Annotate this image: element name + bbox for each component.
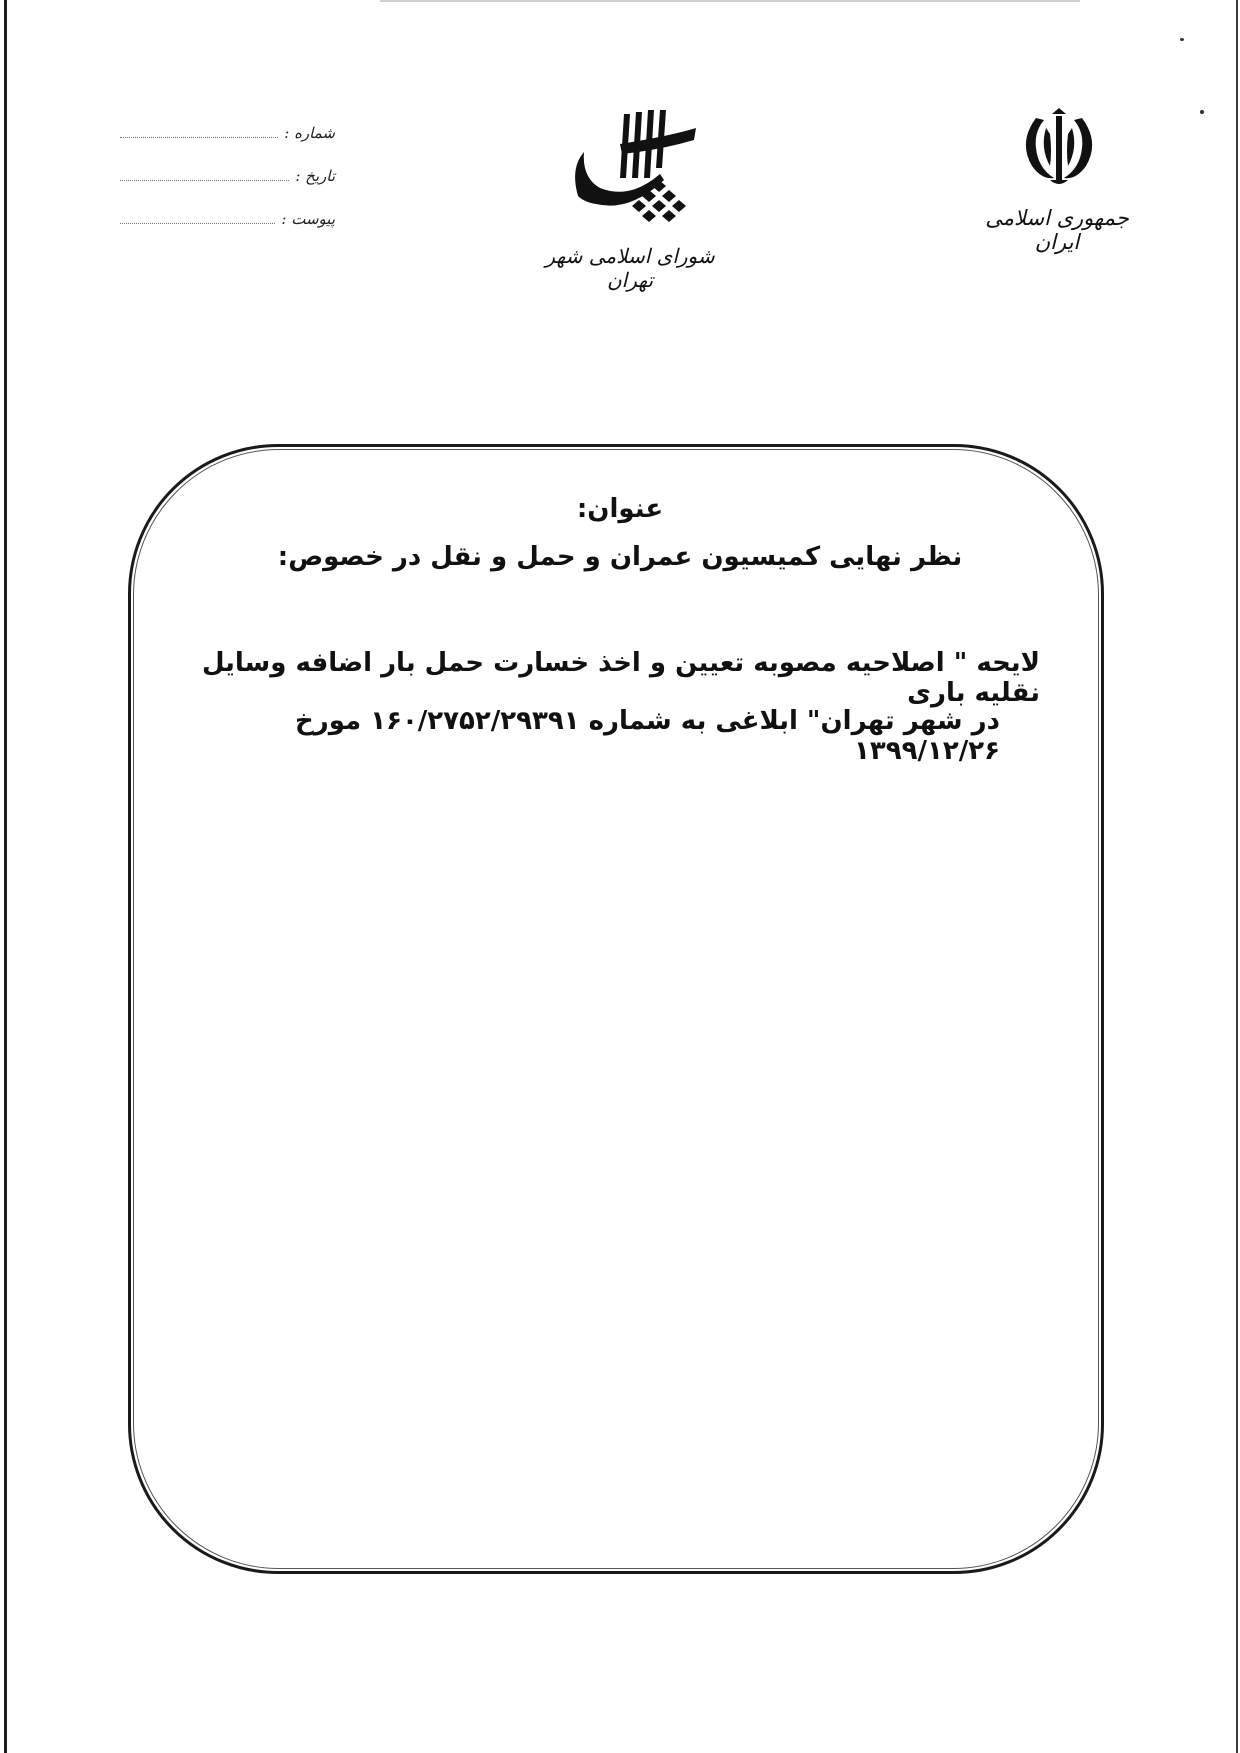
- bill-title-line-2: در شهر تهران" ابلاغی به شماره ۱۶۰/۲۷۵۲/۲۹۳۹۱ مورخ ۱۳۹۹/۱۲/۲۶: [295, 706, 1000, 766]
- bill-title-line-1: لایحه " اصلاحیه مصوبه تعیین و اخذ خسارت حمل بار اضافه وسایل نقلیه باری: [201, 648, 1040, 708]
- attachment-label: پیوست :: [281, 210, 335, 228]
- attachment-row: [120, 210, 335, 253]
- scan-edge-left: [4, 0, 7, 1753]
- scan-speck: [1200, 110, 1204, 114]
- attachment-field-line: [120, 211, 275, 224]
- subject-line: نظر نهایی کمیسیون عمران و حمل و نقل در خصوص:: [277, 542, 963, 572]
- scan-edge-right: [1236, 0, 1238, 1753]
- country-name: جمهوری اسلامی ایران: [985, 206, 1129, 254]
- date-field-line: [120, 168, 289, 181]
- scan-speck: [1180, 38, 1184, 41]
- date-label: تاریخ :: [295, 167, 335, 185]
- iran-emblem-icon: [1014, 108, 1104, 188]
- number-label: شماره :: [284, 124, 335, 142]
- letter-meta: [120, 124, 335, 253]
- content-frame-inner: [133, 449, 1099, 1569]
- number-field-line: [120, 125, 278, 138]
- scan-edge-top: [380, 0, 1080, 2]
- date-row: [120, 167, 335, 210]
- title-label: عنوان:: [576, 494, 664, 524]
- number-row: [120, 124, 335, 167]
- council-name: شورای اسلامی شهر تهران: [545, 244, 715, 292]
